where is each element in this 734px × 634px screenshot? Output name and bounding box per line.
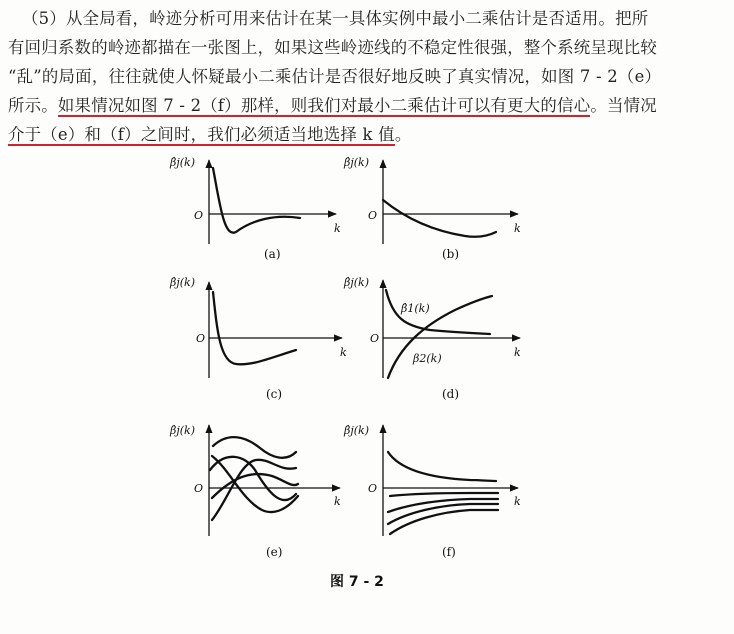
panel-b: [343, 156, 521, 261]
panel-a-y-label: β̂j(k): [170, 156, 196, 169]
paragraph-line-3: “乱”的局面，往往就使人怀疑最小二乘估计是否很好地反映了真实情况，如图 7 - 2（e）: [8, 67, 662, 86]
panel-b-ridge-trace: [383, 200, 496, 237]
panel-c-origin: O: [196, 332, 206, 345]
line-4-prefix: 所示。: [8, 96, 58, 115]
panel-d-x-label: k: [514, 346, 521, 359]
panel-f-trace-top: [388, 452, 496, 481]
panel-a-ridge-trace: [213, 168, 300, 233]
paragraph-line-2: 有回归系数的岭迹都描在一张图上，如果这些岭迹线的不稳定性很强，整个系统呈现比较: [8, 38, 657, 57]
panel-c-ridge-trace: [213, 292, 296, 364]
panel-f-x-label: k: [514, 495, 521, 508]
panel-d-caption: (d): [442, 387, 460, 401]
panel-e: [169, 424, 341, 559]
paragraph-line-1: （5）从全局看，岭迹分析可用来估计在某一具体实例中最小二乘估计是否适用。把所: [22, 9, 649, 28]
panel-f: [343, 424, 521, 559]
panel-e-origin: O: [194, 482, 204, 495]
panel-b-y-label: β̂j(k): [344, 156, 370, 169]
panel-b-caption: (b): [442, 247, 460, 261]
panel-e-trace-4: [212, 474, 298, 498]
panel-c: [169, 276, 347, 401]
panel-b-origin: O: [368, 209, 378, 222]
panel-d-origin: O: [370, 332, 380, 345]
panel-e-y-label: β̂j(k): [170, 424, 196, 437]
panel-d-label-beta1: β̂1(k): [401, 302, 430, 315]
panel-a-caption: (a): [264, 247, 281, 261]
panel-f-trace-1: [390, 493, 498, 496]
panel-c-caption: (c): [266, 387, 283, 401]
panel-d-y-label: β̂j(k): [344, 276, 370, 289]
panel-a-x-label: k: [334, 222, 341, 235]
line-5-suffix: 。: [394, 125, 412, 144]
panel-e-caption: (e): [266, 545, 283, 559]
panel-f-trace-4: [390, 510, 498, 534]
line-4-suffix: 。当情况: [590, 96, 657, 115]
panel-f-caption: (f): [442, 545, 456, 559]
panel-a-origin: O: [194, 209, 204, 222]
panel-c-x-label: k: [340, 346, 347, 359]
panel-e-trace-5: [213, 437, 296, 458]
panel-a: [169, 156, 341, 261]
underlined-sentence-part-2: 介于（e）和（f）之间时，我们必须适当地选择 k 值: [8, 125, 395, 144]
panel-f-y-label: β̂j(k): [344, 424, 370, 437]
panel-b-x-label: k: [514, 222, 521, 235]
panel-d-label-beta2: β2(k): [413, 352, 442, 365]
panel-e-x-label: k: [334, 495, 341, 508]
panel-e-trace-1: [210, 457, 296, 500]
panel-c-y-label: β̂j(k): [170, 276, 196, 289]
underlined-sentence-part-1: 如果情况如图 7 - 2（f）那样，则我们对最小二乘估计可以有更大的信心: [57, 96, 591, 115]
panel-e-trace-3: [212, 456, 298, 512]
panel-d: [343, 276, 521, 401]
figure-caption: 图 7 - 2: [330, 574, 384, 590]
panel-f-origin: O: [368, 482, 378, 495]
